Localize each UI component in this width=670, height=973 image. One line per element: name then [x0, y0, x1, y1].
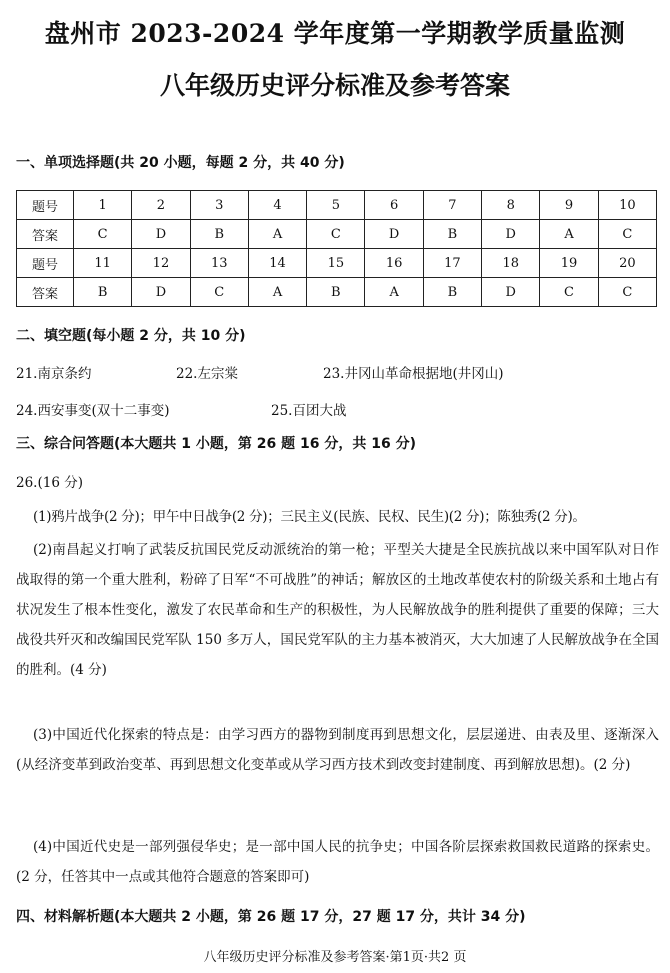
- table-cell: D: [132, 220, 190, 249]
- table-cell: C: [190, 278, 248, 307]
- page-title: 盘州市 2023-2024 学年度第一学期教学质量监测: [44, 19, 626, 48]
- table-cell: B: [307, 278, 365, 307]
- table-cell: 4: [248, 191, 306, 220]
- table-cell: 7: [423, 191, 481, 220]
- table-cell: C: [598, 220, 656, 249]
- table-cell: A: [248, 220, 306, 249]
- answer-part-4: (4)中国近代史是一部列强侵华史；是一部中国人民的抗争史；中国各阶层探索救国救民道路的探索史。(2 分，任答其中一点或其他符合题意的答案即可): [16, 839, 659, 885]
- table-cell: B: [423, 220, 481, 249]
- answer-table: [16, 190, 657, 307]
- table-row-answers-1: [17, 220, 657, 249]
- table-cell: C: [540, 278, 598, 307]
- table-cell: 5: [307, 191, 365, 220]
- table-cell: 6: [365, 191, 423, 220]
- table-label-ans: 答案: [17, 278, 74, 307]
- table-cell: 14: [248, 249, 306, 278]
- table-cell: 8: [482, 191, 540, 220]
- table-cell: D: [482, 278, 540, 307]
- answer-part-2: (2)南昌起义打响了武装反抗国民党反动派统治的第一枪；平型关大捷是全民族抗战以来中国军队对日作战取得的第一个重大胜利，粉碎了日军“不可战胜”的神话；解放区的土地改革使农村的阶级关系和土地占有状况发生了根本性变化，激发了农民革命和生产的积极性，为人民解放战争的胜利提供了重要的保障；三大战役共歼灭和改编国民党军队 150 多万人，国民党军队的主力基本被消灭，大大加速了人民解放战争在全国的胜利。(4 分): [16, 542, 659, 678]
- table-cell: 12: [132, 249, 190, 278]
- table-cell: 11: [74, 249, 132, 278]
- section1-heading: 一、单项选择题(共 20 小题，每题 2 分，共 40 分): [16, 155, 345, 171]
- table-cell: 10: [598, 191, 656, 220]
- answer-part-3: (3)中国近代化探索的特点是：由学习西方的器物到制度再到思想文化，层层递进、由表及里、逐渐深入(从经济变革到政治变革、再到思想文化变革或从学习西方技术到改变封建制度、再到解放思想)。(2 分): [16, 727, 659, 773]
- table-cell: 2: [132, 191, 190, 220]
- fill-answer-25: 25.百团大战: [271, 403, 347, 419]
- answer-part-1: (1)鸦片战争(2 分)；甲午中日战争(2 分)；三民主义(民族、民权、民生)(2 分)；陈独秀(2 分)。: [33, 509, 586, 525]
- section3-heading: 三、综合问答题(本大题共 1 小题，第 26 题 16 分，共 16 分): [16, 436, 416, 452]
- table-cell: A: [365, 278, 423, 307]
- table-cell: D: [365, 220, 423, 249]
- table-label-no: 题号: [17, 191, 74, 220]
- table-cell: 15: [307, 249, 365, 278]
- table-label-no: 题号: [17, 249, 74, 278]
- question-26-label: 26.(16 分): [16, 475, 83, 491]
- table-cell: 13: [190, 249, 248, 278]
- table-cell: D: [132, 278, 190, 307]
- table-cell: C: [307, 220, 365, 249]
- table-cell: 16: [365, 249, 423, 278]
- table-row-numbers-1: [17, 191, 657, 220]
- table-cell: C: [74, 220, 132, 249]
- table-cell: 20: [598, 249, 656, 278]
- table-cell: A: [248, 278, 306, 307]
- page-subtitle: 八年级历史评分标准及参考答案: [159, 71, 510, 100]
- table-cell: B: [74, 278, 132, 307]
- table-cell: 1: [74, 191, 132, 220]
- fill-answer-23: 23.井冈山革命根据地(井冈山): [323, 366, 504, 382]
- fill-answer-21: 21.南京条约: [16, 366, 92, 382]
- table-cell: 18: [482, 249, 540, 278]
- table-cell: 9: [540, 191, 598, 220]
- table-cell: 3: [190, 191, 248, 220]
- table-cell: D: [482, 220, 540, 249]
- page-footer: 八年级历史评分标准及参考答案·第1页·共2 页: [203, 950, 467, 965]
- table-cell: C: [598, 278, 656, 307]
- section4-heading: 四、材料解析题(本大题共 2 小题，第 26 题 17 分，27 题 17 分，共计 34 分): [16, 909, 526, 925]
- table-row-answers-2: [17, 278, 657, 307]
- table-label-ans: 答案: [17, 220, 74, 249]
- table-cell: 19: [540, 249, 598, 278]
- table-row-numbers-2: [17, 249, 657, 278]
- table-cell: B: [423, 278, 481, 307]
- table-cell: B: [190, 220, 248, 249]
- fill-answer-24: 24.西安事变(双十二事变): [16, 403, 170, 419]
- section2-heading: 二、填空题(每小题 2 分，共 10 分): [16, 328, 246, 344]
- table-cell: 17: [423, 249, 481, 278]
- table-cell: A: [540, 220, 598, 249]
- fill-answer-22: 22.左宗棠: [176, 366, 238, 382]
